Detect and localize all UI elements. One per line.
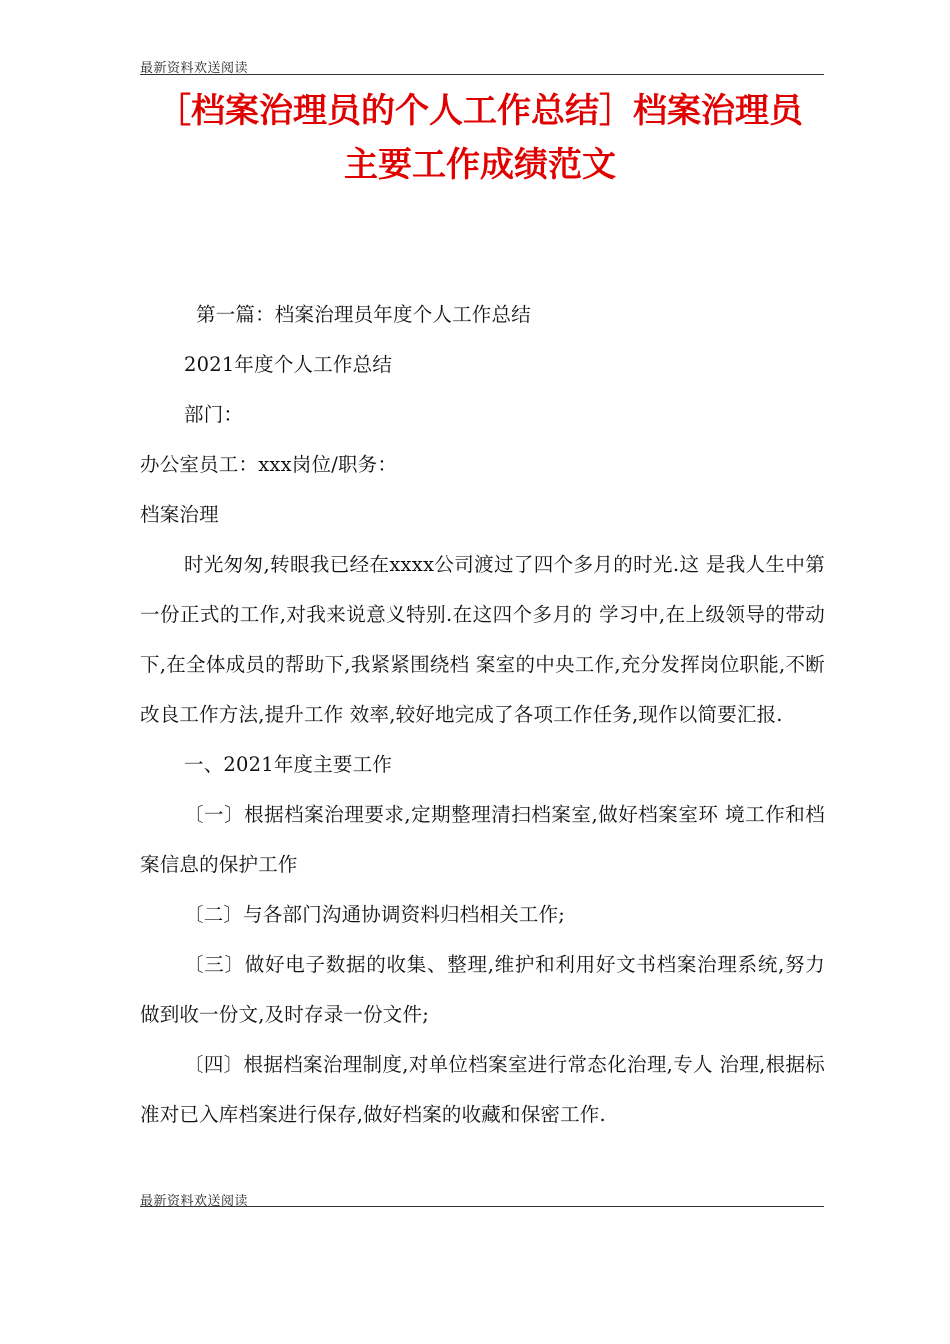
position-line: 办公室员工：xxx岗位/职务： [140,453,398,476]
document-body [140,290,825,1140]
work-item-4: 〔四〕根据档案治理制度,对单位档案室进行常态化治理,专人 治理,根据标准对已入库档案进行保存,做好档案的收藏和保密工作. [140,1053,825,1126]
header-divider [140,74,824,75]
year-summary-heading: 2021年度个人工作总结 [184,353,393,376]
part-heading: 第一篇：档案治理员年度个人工作总结 [196,303,531,326]
title-line-1: ［档案治理员的个人工作总结］档案治理员 [157,91,803,131]
page-header-text: 最新资料欢送阅读 [140,61,249,76]
position-value: 档案治理 [140,503,219,526]
work-item-3: 〔三〕做好电子数据的收集、整理,维护和利用好文书档案治理系统,努力做到收一份文,及时存录一份文件; [140,953,825,1026]
work-item-1: 〔一〕根据档案治理要求,定期整理清扫档案室,做好档案室环 境工作和档案信息的保护工作 [140,803,825,876]
page-footer-text: 最新资料欢送阅读 [140,1194,249,1209]
intro-paragraph: 时光匆匆,转眼我已经在xxxx公司渡过了四个多月的时光.这 是我人生中第一份正式的工作,对我来说意义特别.在这四个多月的 学习中,在上级领导的带动下,在全体成员的帮助下,我紧紧围绕档 案室的中央工作,充分发挥岗位职能,不断改良工作方法,提升工作 效率,较好地完成了各项工作任务,现作以简要汇报. [140,553,825,726]
department-label: 部门： [184,403,244,426]
title-line-2: 主要工作成绩范文 [344,145,616,185]
footer-divider [140,1206,824,1207]
section-heading: 一、2021年度主要工作 [184,753,393,776]
document-title [120,84,840,192]
work-item-2: 〔二〕与各部门沟通协调资料归档相关工作; [184,903,566,926]
